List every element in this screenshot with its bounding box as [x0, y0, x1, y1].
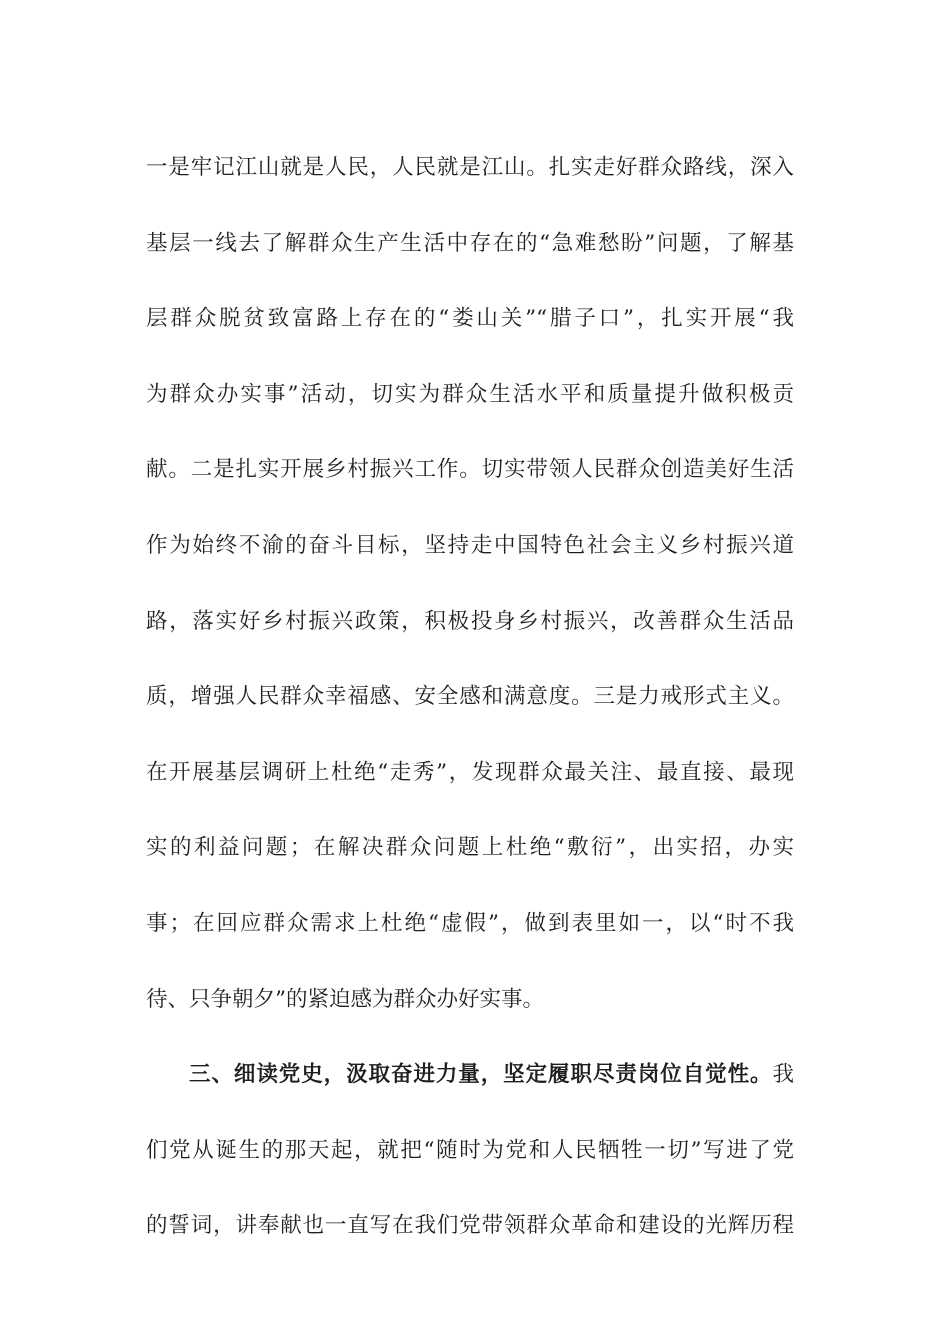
section-heading: 三、细读党史，汲取奋进力量，坚定履职尽责岗位自觉性。 — [189, 1062, 773, 1088]
text-line: 基层一线去了解群众生产生活中存在的“急难愁盼”问题，了解基 — [146, 230, 794, 256]
text-line: 的誓词，讲奉献也一直写在我们党带领群众革命和建设的光辉历程 — [146, 1213, 794, 1239]
text-line: 实的利益问题；在解决群众问题上杜绝“敷衍”，出实招，办实 — [146, 835, 794, 861]
body-text — [146, 130, 794, 1264]
text-line: 层群众脱贫致富路上存在的“娄山关”“腊子口”，扎实开展“我 — [146, 306, 794, 332]
text-line: 献。二是扎实开展乡村振兴工作。切实带领人民群众创造美好生活 — [146, 457, 794, 483]
text-line: 为群众办实事”活动，切实为群众生活水平和质量提升做积极贡 — [146, 381, 794, 407]
section-heading-line — [146, 1037, 794, 1113]
text-line: 待、只争朝夕”的紧迫感为群众办好实事。 — [146, 986, 544, 1012]
text-line: 作为始终不渝的奋斗目标，坚持走中国特色社会主义乡村振兴道 — [146, 532, 794, 558]
text-line: 一是牢记江山就是人民，人民就是江山。扎实走好群众路线，深入 — [146, 155, 794, 180]
text-line: 们党从诞生的那天起，就把“随时为党和人民牺牲一切”写进了党 — [146, 1137, 794, 1163]
section-heading-continuation: 我 — [772, 1062, 794, 1088]
text-line: 路，落实好乡村振兴政策，积极投身乡村振兴，改善群众生活品 — [146, 608, 794, 634]
text-line: 在开展基层调研上杜绝“走秀”，发现群众最关注、最直接、最现 — [146, 759, 794, 785]
text-line: 事；在回应群众需求上杜绝“虚假”，做到表里如一，以“时不我 — [146, 910, 794, 936]
text-line: 质，增强人民群众幸福感、安全感和满意度。三是力戒形式主义。 — [146, 684, 794, 710]
